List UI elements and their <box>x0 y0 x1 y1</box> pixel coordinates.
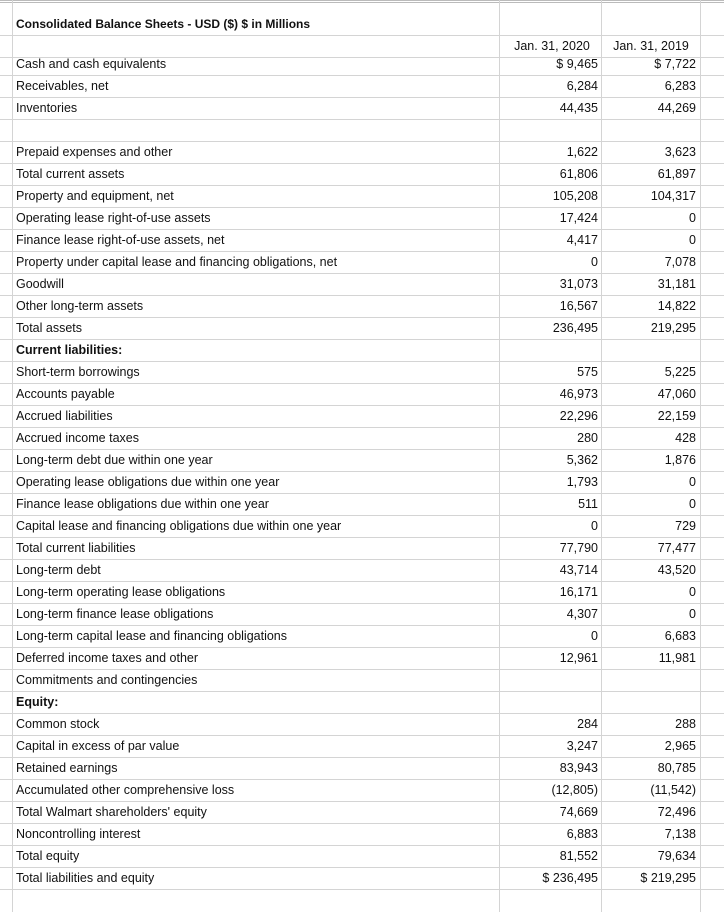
value-2020: 77,790 <box>559 541 598 555</box>
row-label: Equity: <box>16 695 59 709</box>
table-row <box>0 538 724 560</box>
value-2019: 43,520 <box>657 563 696 577</box>
table-row <box>0 406 724 428</box>
value-2020: 81,552 <box>559 849 598 863</box>
row-label: Noncontrolling interest <box>16 827 141 841</box>
row-label: Long-term capital lease and financing obligations <box>16 629 288 643</box>
row-label: Long-term finance lease obligations <box>16 607 214 621</box>
table-row <box>0 472 724 494</box>
value-2019 <box>602 670 696 691</box>
row-label: Retained earnings <box>16 761 118 775</box>
value-2019: 0 <box>689 211 696 225</box>
row-label: Deferred income taxes and other <box>16 651 199 665</box>
row-label: Total current assets <box>16 167 125 181</box>
table-row <box>0 428 724 450</box>
row-label: Accounts payable <box>16 387 115 401</box>
value-2020: 4,417 <box>566 233 598 247</box>
value-2020 <box>500 670 598 691</box>
row-label: Finance lease obligations due within one year <box>16 497 269 511</box>
value-2019 <box>602 120 696 141</box>
table-row <box>0 362 724 384</box>
table-row <box>0 670 724 692</box>
row-label: Goodwill <box>16 277 64 291</box>
row-label: Inventories <box>16 101 78 115</box>
value-2020: 74,669 <box>559 805 598 819</box>
table-row <box>0 164 724 186</box>
table-row <box>0 98 724 120</box>
value-2020: 16,567 <box>559 299 598 313</box>
value-2019 <box>602 340 696 361</box>
row-label: Finance lease right-of-use assets, net <box>16 233 225 247</box>
table-row <box>0 692 724 714</box>
row-label: Cash and cash equivalents <box>16 57 167 71</box>
value-2020: 575 <box>577 365 598 379</box>
value-2019: 72,496 <box>657 805 696 819</box>
row-label: Total current liabilities <box>16 541 136 555</box>
table-row <box>0 274 724 296</box>
value-2020: 0 <box>591 629 598 643</box>
value-2020: 22,296 <box>559 409 598 423</box>
table-row <box>0 604 724 626</box>
value-2020 <box>500 340 598 361</box>
row-label: Total assets <box>16 321 83 335</box>
value-2019: 0 <box>689 585 696 599</box>
table-row <box>0 758 724 780</box>
value-2020: 0 <box>591 519 598 533</box>
table-row <box>0 626 724 648</box>
value-2020: 61,806 <box>559 167 598 181</box>
value-2019: 80,785 <box>657 761 696 775</box>
row-label: Capital in excess of par value <box>16 739 180 753</box>
table-row <box>0 714 724 736</box>
row-label: Receivables, net <box>16 79 109 93</box>
table-row <box>0 560 724 582</box>
row-label: Total equity <box>16 849 80 863</box>
value-2020: 43,714 <box>559 563 598 577</box>
value-2020: 0 <box>591 255 598 269</box>
table-row <box>0 780 724 802</box>
value-2020: 44,435 <box>559 101 598 115</box>
value-2020: 280 <box>577 431 598 445</box>
value-2019: 288 <box>675 717 696 731</box>
table-row <box>0 802 724 824</box>
row-label: Capital lease and financing obligations due within one year <box>16 519 342 533</box>
table-row <box>0 252 724 274</box>
row-label: Operating lease right-of-use assets <box>16 211 211 225</box>
value-2020: 511 <box>578 497 598 511</box>
value-2019: 47,060 <box>657 387 696 401</box>
table-row <box>0 76 724 98</box>
table-row <box>0 450 724 472</box>
row-label: Accrued income taxes <box>16 431 139 445</box>
value-2019: 44,269 <box>657 101 696 115</box>
table-row <box>0 516 724 538</box>
row-label: Other long-term assets <box>16 299 144 313</box>
table-row <box>0 868 724 890</box>
value-2019: 77,477 <box>657 541 696 555</box>
table-row <box>0 54 724 76</box>
value-2020: 12,961 <box>559 651 598 665</box>
row-label: Prepaid expenses and other <box>16 145 173 159</box>
value-2020: 284 <box>577 717 598 731</box>
value-2019: 61,897 <box>657 167 696 181</box>
value-2020: $ 9,465 <box>556 57 598 71</box>
row-label: Accumulated other comprehensive loss <box>16 783 235 797</box>
column-header-2020: Jan. 31, 2020 <box>514 39 590 53</box>
row-label: Long-term debt due within one year <box>16 453 213 467</box>
value-2020 <box>500 692 598 713</box>
table-row <box>0 494 724 516</box>
value-2019: $ 7,722 <box>654 57 696 71</box>
row-label: Property and equipment, net <box>16 189 174 203</box>
value-2020: 16,171 <box>559 585 598 599</box>
value-2019: 428 <box>675 431 696 445</box>
value-2020: 46,973 <box>559 387 598 401</box>
row-label: Property under capital lease and financing obligations, net <box>16 255 338 269</box>
value-2019: 14,822 <box>657 299 696 313</box>
value-2020: 5,362 <box>566 453 598 467</box>
value-2019: 7,078 <box>664 255 696 269</box>
value-2020: 6,284 <box>566 79 598 93</box>
table-row <box>0 824 724 846</box>
value-2019: 0 <box>689 233 696 247</box>
value-2020: 3,247 <box>566 739 598 753</box>
value-2020: 6,883 <box>566 827 598 841</box>
value-2020: 83,943 <box>559 761 598 775</box>
value-2019: 0 <box>689 475 696 489</box>
value-2020: 1,622 <box>566 145 598 159</box>
value-2019: 0 <box>689 607 696 621</box>
row-label: Long-term operating lease obligations <box>16 585 226 599</box>
table-row <box>0 142 724 164</box>
value-2020: (12,805) <box>551 783 598 797</box>
row-label <box>16 120 496 141</box>
row-label: Long-term debt <box>16 563 101 577</box>
top-border <box>0 0 724 3</box>
value-2019: 6,283 <box>664 79 696 93</box>
column-header-2019: Jan. 31, 2019 <box>613 39 689 53</box>
value-2019: 219,295 <box>650 321 696 335</box>
value-2019: 7,138 <box>664 827 696 841</box>
row-label: Short-term borrowings <box>16 365 140 379</box>
value-2020: 31,073 <box>559 277 598 291</box>
table-row <box>0 736 724 758</box>
table-row <box>0 384 724 406</box>
value-2019: 5,225 <box>664 365 696 379</box>
value-2020: 17,424 <box>559 211 598 225</box>
title-row <box>0 14 724 36</box>
value-2020: 236,495 <box>552 321 598 335</box>
table-row <box>0 648 724 670</box>
value-2020: 105,208 <box>552 189 598 203</box>
table-row <box>0 340 724 362</box>
table-row <box>0 296 724 318</box>
table-row <box>0 120 724 142</box>
row-label: Commitments and contingencies <box>16 673 198 687</box>
value-2019: 11,981 <box>658 651 696 665</box>
value-2019: $ 219,295 <box>640 871 696 885</box>
value-2020: $ 236,495 <box>542 871 598 885</box>
value-2019: 1,876 <box>664 453 696 467</box>
value-2019: 31,181 <box>657 277 696 291</box>
value-2019: 2,965 <box>664 739 696 753</box>
table-row <box>0 582 724 604</box>
row-label: Accrued liabilities <box>16 409 113 423</box>
value-2019: 79,634 <box>657 849 696 863</box>
value-2019: 104,317 <box>650 189 696 203</box>
value-2019: 0 <box>689 497 696 511</box>
table-row <box>0 208 724 230</box>
table-title: Consolidated Balance Sheets - USD ($) $ in Millions <box>16 17 311 31</box>
row-label: Total liabilities and equity <box>16 871 155 885</box>
value-2020: 1,793 <box>566 475 598 489</box>
table-row <box>0 318 724 340</box>
value-2019: (11,542) <box>650 783 696 797</box>
row-label: Current liabilities: <box>16 343 123 357</box>
value-2019: 3,623 <box>664 145 696 159</box>
value-2020 <box>500 120 598 141</box>
value-2019: 22,159 <box>657 409 696 423</box>
row-label: Total Walmart shareholders' equity <box>16 805 207 819</box>
row-label: Common stock <box>16 717 100 731</box>
value-2019: 729 <box>675 519 696 533</box>
row-label: Operating lease obligations due within one year <box>16 475 280 489</box>
value-2020: 4,307 <box>566 607 598 621</box>
value-2019 <box>602 692 696 713</box>
value-2019: 6,683 <box>664 629 696 643</box>
table-row <box>0 186 724 208</box>
table-row <box>0 230 724 252</box>
table-row <box>0 846 724 868</box>
